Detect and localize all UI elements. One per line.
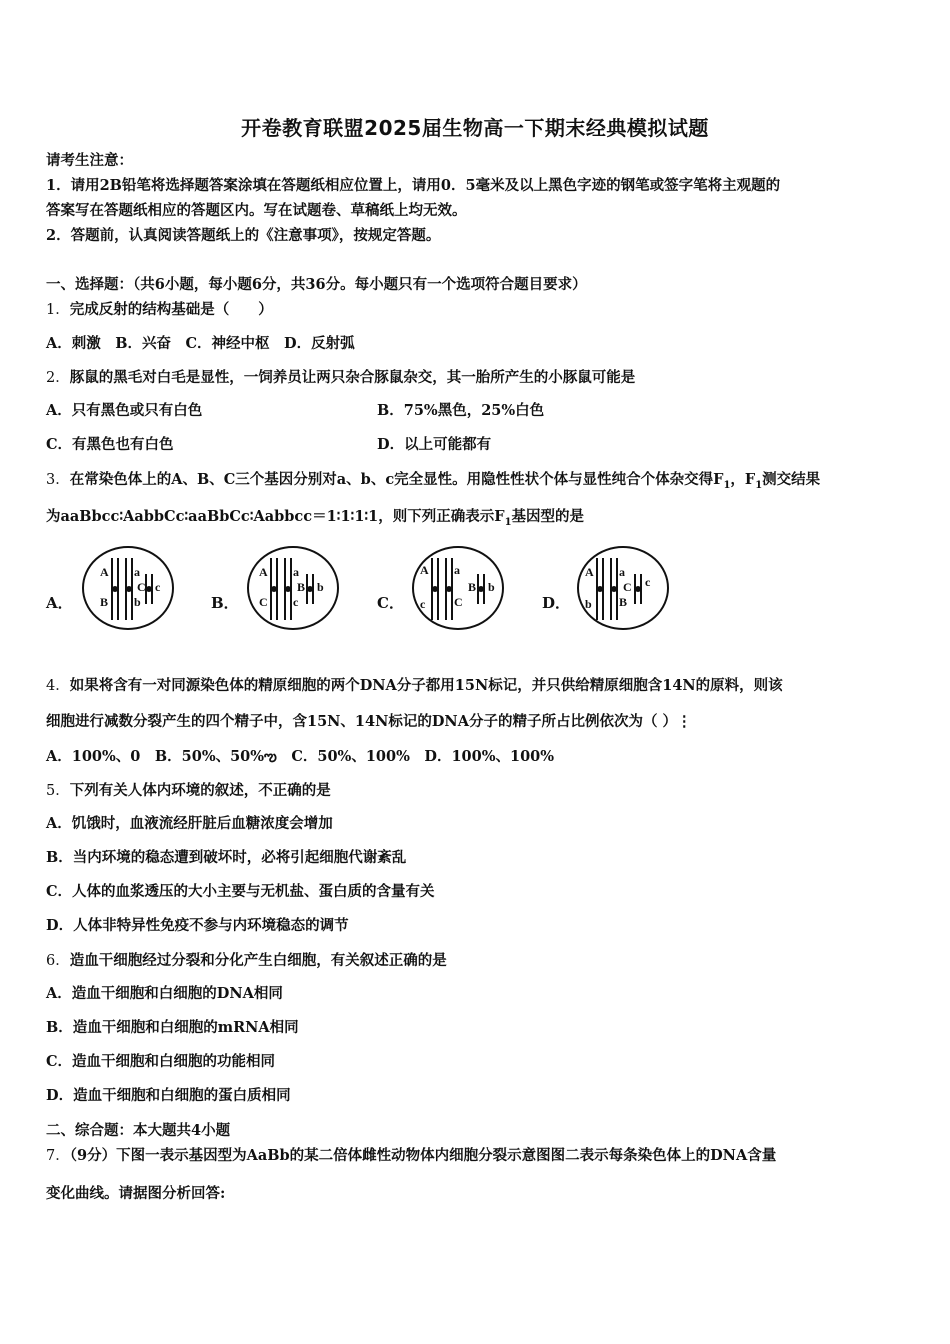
gene-label: C bbox=[454, 595, 463, 609]
question-text: 下列有关人体内环境的叙述，不正确的是 bbox=[69, 782, 331, 799]
question-5-option-c: C．人体的血浆透压的大小主要与无机盐、蛋白质的含量有关 bbox=[46, 883, 435, 900]
gene-label: c bbox=[155, 580, 161, 594]
stem-text: （9分）下图一表示基因型为AaBb的某二倍体雌性动物体内细胞分裂示意图图二表示每条染色体上的DNA含量 bbox=[69, 1147, 777, 1164]
question-2-option-b: B．75%黑色，25%白色 bbox=[377, 402, 545, 419]
notice-heading: 请考生注意： bbox=[46, 152, 133, 169]
gene-label: B bbox=[468, 580, 477, 594]
question-number: 1． bbox=[46, 302, 70, 318]
gene-label: A bbox=[100, 565, 109, 579]
cell-diagram-a bbox=[80, 544, 178, 634]
subscript: 1 bbox=[755, 479, 763, 491]
question-5-option-a: A．饥饿时，血液流经肝脏后血糖浓度会增加 bbox=[46, 815, 333, 832]
centromere bbox=[285, 586, 291, 592]
notice-item-2: 2．答题前，认真阅读答题纸上的《注意事项》，按规定答题。 bbox=[46, 227, 441, 244]
question-number: 3． bbox=[46, 472, 70, 488]
centromere bbox=[126, 586, 132, 592]
gene-label: C bbox=[137, 580, 146, 594]
gene-label: b bbox=[317, 580, 324, 594]
stem-text: 测交结果 bbox=[762, 471, 821, 488]
option-c-label: C． bbox=[377, 594, 404, 612]
page-title: 开卷教育联盟2025届生物高一下期末经典模拟试题 bbox=[241, 116, 709, 140]
gene-label: A bbox=[259, 565, 268, 579]
gene-label: b bbox=[134, 595, 141, 609]
question-1-stem bbox=[46, 301, 273, 319]
gene-label: C bbox=[259, 595, 268, 609]
centromere bbox=[611, 586, 617, 592]
question-7-stem-line-1 bbox=[46, 1147, 776, 1165]
subscript: 1 bbox=[723, 479, 731, 491]
gene-label: B bbox=[297, 580, 306, 594]
gene-label: a bbox=[454, 563, 460, 577]
centromere bbox=[146, 586, 152, 592]
section-1-heading: 一、选择题：（共6小题，每小题6分，共36分。每小题只有一个选项符合题目要求） bbox=[46, 276, 587, 293]
subscript: 1 bbox=[504, 516, 512, 528]
gene-label: A bbox=[585, 565, 594, 579]
question-6-stem bbox=[46, 952, 447, 970]
question-number: 2． bbox=[46, 370, 70, 386]
question-1-options: A．刺激 B．兴奋 C．神经中枢 D．反射弧 bbox=[46, 335, 355, 352]
gene-label: b bbox=[488, 580, 495, 594]
gene-label: b bbox=[585, 597, 592, 611]
centromere bbox=[635, 586, 641, 592]
question-2-option-c: C．有黑色也有白色 bbox=[46, 436, 174, 453]
option-a-label: A． bbox=[46, 594, 73, 612]
stem-text: 基因型的是 bbox=[511, 508, 585, 525]
centromere bbox=[307, 586, 313, 592]
question-text: 完成反射的结构基础是（ ） bbox=[69, 301, 273, 318]
cell-membrane bbox=[248, 547, 338, 629]
question-5-option-b: B．当内环境的稳态遭到破坏时，必将引起细胞代谢紊乱 bbox=[46, 849, 407, 866]
centromere bbox=[432, 586, 438, 592]
gene-label: c bbox=[420, 597, 426, 611]
question-5-option-d: D．人体非特异性免疫不参与内环境稳态的调节 bbox=[46, 917, 349, 934]
question-2-stem bbox=[46, 369, 635, 387]
question-6-option-c: C．造血干细胞和白细胞的功能相同 bbox=[46, 1053, 276, 1070]
centromere bbox=[597, 586, 603, 592]
gene-label: c bbox=[293, 595, 299, 609]
gene-label: A bbox=[420, 563, 429, 577]
question-3-stem-line-2 bbox=[46, 508, 584, 532]
question-text: 造血干细胞经过分裂和分化产生白细胞，有关叙述正确的是 bbox=[69, 952, 447, 969]
question-number: 7． bbox=[46, 1148, 70, 1164]
question-2-option-a: A．只有黑色或只有白色 bbox=[46, 402, 203, 419]
cell-diagram-b bbox=[245, 544, 343, 634]
cell-diagram-d bbox=[575, 544, 673, 634]
question-2-option-d: D．以上可能都有 bbox=[377, 436, 492, 453]
notice-item-1-line-2: 答案写在答题纸相应的答题区内。写在试题卷、草稿纸上均无效。 bbox=[46, 202, 467, 219]
section-2-heading: 二、综合题：本大题共4小题 bbox=[46, 1122, 231, 1139]
question-4-stem-line-1 bbox=[46, 677, 783, 695]
notice-item-1-line-1: 1．请用2B铅笔将选择题答案涂填在答题纸相应位置上，请用0．5毫米及以上黑色字迹的钢笔或签字笔将主观题的 bbox=[46, 177, 781, 194]
gene-label: B bbox=[100, 595, 109, 609]
question-3-stem-line-1 bbox=[46, 471, 820, 495]
question-number: 5． bbox=[46, 783, 70, 799]
centromere bbox=[478, 586, 484, 592]
stem-text: 在常染色体上的A、B、C三个基因分别对a、b、c完全显性。用隐性性状个体与显性纯合个体杂交得F bbox=[69, 471, 724, 488]
centromere bbox=[446, 586, 452, 592]
cell-diagram-c bbox=[410, 544, 508, 634]
question-4-stem-line-2: 细胞进行减数分裂产生的四个精子中，含15N、14N标记的DNA分子的精子所占比例依次为（ ）⋮ bbox=[46, 713, 692, 730]
question-number: 6． bbox=[46, 953, 70, 969]
question-4-options: A．100%、0 B．50%、50%ఌ C．50%、100% D．100%、100% bbox=[46, 748, 555, 765]
question-6-option-b: B．造血干细胞和白细胞的mRNA相同 bbox=[46, 1019, 299, 1036]
question-text: 豚鼠的黑毛对白毛是显性，一饲养员让两只杂合豚鼠杂交，其一胎所产生的小豚鼠可能是 bbox=[69, 369, 636, 386]
gene-label: c bbox=[645, 575, 651, 589]
gene-label: a bbox=[619, 565, 625, 579]
stem-text: ，F bbox=[730, 471, 756, 488]
option-d-label: D． bbox=[542, 594, 571, 612]
question-7-stem-line-2: 变化曲线。请据图分析回答: bbox=[46, 1185, 226, 1202]
gene-label: a bbox=[134, 565, 140, 579]
question-6-option-d: D．造血干细胞和白细胞的蛋白质相同 bbox=[46, 1087, 291, 1104]
gene-label: a bbox=[293, 565, 299, 579]
gene-label: B bbox=[619, 595, 628, 609]
question-number: 4． bbox=[46, 678, 70, 694]
question-6-option-a: A．造血干细胞和白细胞的DNA相同 bbox=[46, 985, 283, 1002]
gene-label: C bbox=[623, 580, 632, 594]
question-5-stem bbox=[46, 782, 331, 800]
option-b-label: B． bbox=[211, 594, 239, 612]
centromere bbox=[271, 586, 277, 592]
stem-text: 如果将含有一对同源染色体的精原细胞的两个DNA分子都用15N标记，并只供给精原细胞含14N的原料，则该 bbox=[69, 677, 783, 694]
centromere bbox=[112, 586, 118, 592]
stem-text: 为aaBbcc∶AabbCc∶aaBbCc∶Aabbcc＝1∶1∶1∶1，则下列正确表示F bbox=[46, 508, 505, 525]
